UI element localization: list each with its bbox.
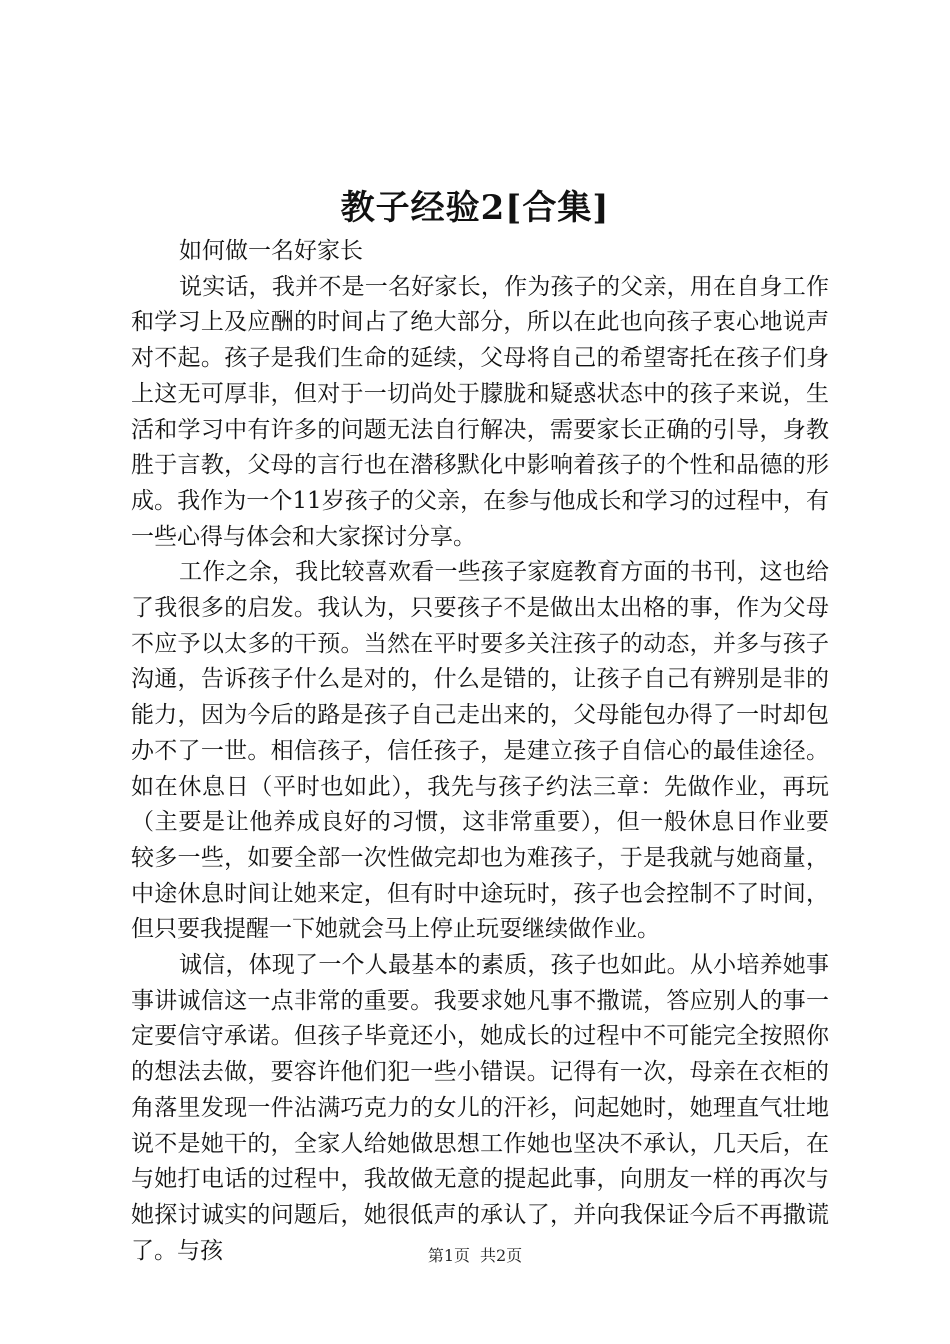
page-total: 共2页 — [480, 1246, 523, 1265]
paragraph: 说实话，我并不是一名好家长，作为孩子的父亲，用在自身工作和学习上及应酬的时间占了绝大部分，所以在此也向孩子衷心地说声对不起。孩子是我们生命的延续，父母将自己的希望寄托在孩子们身上这无可厚非，但对于一切尚处于朦胧和疑惑状态中的孩子来说，生活和学习中有许多的问题无法自行解决，需要家长正确的引导，身教胜于言教，父母的言行也在潜移默化中影响着孩子的个性和品德的形成。我作为一个11岁孩子的父亲，在参与他成长和学习的过程中，有一些心得与体会和大家探讨分享。 — [131, 273, 829, 550]
paragraph: 诚信，体现了一个人最基本的素质，孩子也如此。从小培养她事事讲诚信这一点非常的重要。我要求她凡事不撒谎，答应别人的事一定要信守承诺。但孩子毕竟还小，她成长的过程中不可能完全按照你的想法去做，要容许他们犯一些小错误。记得有一次，母亲在衣柜的角落里发现一件沾满巧克力的女儿的汗衫，问起她时，她理直气壮地说不是她干的，全家人给她做思想工作她也坚决不承认，几天后，在与她打电话的过程中，我故做无意的提起此事，向朋友一样的再次与她探讨诚实的问题后，她很低声的承认了，并向我保证今后不再撒谎了。与孩 — [131, 952, 829, 1264]
paragraph: 工作之余，我比较喜欢看一些孩子家庭教育方面的书刊，这也给了我很多的启发。我认为，只要孩子不是做出太出格的事，作为父母不应予以太多的干预。当然在平时要多关注孩子的动态，并多与孩子沟通，告诉孩子什么是对的，什么是错的，让孩子自己有辨别是非的能力，因为今后的路是孩子自己走出来的，父母能包办得了一时却包办不了一世。相信孩子，信任孩子，是建立孩子自信心的最佳途径。如在休息日（平时也如此），我先与孩子约法三章：先做作业，再玩（主要是让他养成良好的习惯，这非常重要），但一般休息日作业要较多一些，如要全部一次性做完却也为难孩子，于是我就与她商量，中途休息时间让她来定，但有时中途玩时，孩子也会控制不了时间，但只要我提醒一下她就会马上停止玩耍继续做作业。 — [131, 559, 829, 943]
document-body — [131, 234, 829, 1269]
page-footer — [0, 1243, 950, 1266]
paragraph-heading: 如何做一名好家长 — [179, 238, 363, 264]
page-number: 第1页 — [427, 1246, 470, 1265]
document-title: 教子经验2[合集] — [340, 188, 610, 228]
